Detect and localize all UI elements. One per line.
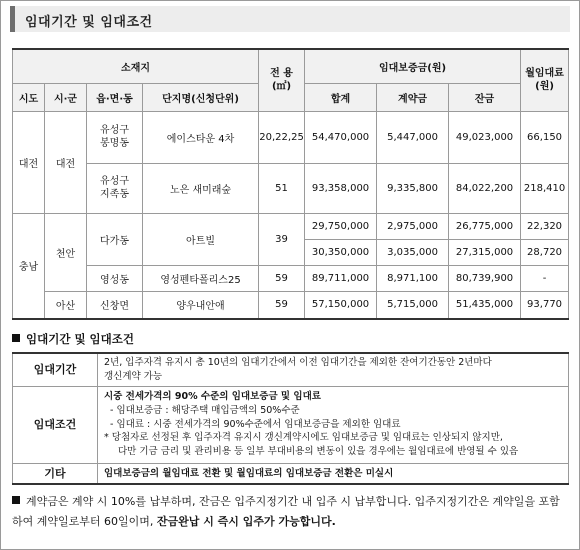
cell-contract: 3,035,000	[377, 239, 449, 265]
cell-total: 29,750,000	[305, 213, 377, 239]
header-monthly-label: 월임대료	[525, 67, 564, 79]
cell-sigun: 아산	[45, 291, 87, 319]
header-eup: 읍·면·동	[87, 83, 143, 111]
cell-area: 20,22,25	[259, 111, 305, 163]
table-row	[13, 291, 569, 319]
header-area	[259, 49, 305, 111]
table-row	[13, 163, 569, 213]
header-deposit: 임대보증금(원)	[305, 49, 521, 83]
cell-monthly: -	[521, 265, 569, 291]
cell-area: 59	[259, 291, 305, 319]
terms-row-period	[13, 353, 569, 386]
cell-balance: 84,022,200	[449, 163, 521, 213]
cell-monthly: 22,320	[521, 213, 569, 239]
cell-balance: 80,739,900	[449, 265, 521, 291]
period-label: 임대기간	[13, 353, 98, 386]
terms-row-etc	[13, 463, 569, 484]
cell-contract: 2,975,000	[377, 213, 449, 239]
period-text	[98, 353, 569, 386]
square-bullet-icon	[12, 334, 20, 342]
cell-contract: 5,715,000	[377, 291, 449, 319]
cell-area: 59	[259, 265, 305, 291]
conditions-line: * 당첨자로 선정된 후 입주자격 유지시 갱신계약시에도 임대보증금 및 임대료는 인상되지 않지만,	[104, 432, 503, 444]
conditions-line: - 임대료 : 시중 전세가격의 90%수준에서 임대보증금을 제외한 임대료	[110, 418, 401, 430]
table-row	[13, 265, 569, 291]
cell-contract: 8,971,100	[377, 265, 449, 291]
terms-heading	[12, 331, 134, 347]
cell-complex: 노은 새미래숲	[143, 163, 259, 213]
header-sigun: 시·군	[45, 83, 87, 111]
cell-balance: 27,315,000	[449, 239, 521, 265]
title-bar	[10, 6, 570, 32]
header-complex: 단지명(신청단위)	[143, 83, 259, 111]
terms-table	[12, 352, 569, 485]
period-text-line: 2년, 입주자격 유지시 총 10년의 임대기간에서 이전 임대기간을 제외한 잔여기간동안 2년마다	[104, 357, 492, 368]
header-area-unit: (㎡)	[271, 81, 292, 93]
table-row	[13, 111, 569, 163]
cell-sigun: 천안	[45, 213, 87, 291]
square-bullet-icon	[12, 496, 20, 504]
cell-balance: 51,435,000	[449, 291, 521, 319]
cell-sido: 충남	[13, 213, 45, 319]
cell-eup: 영성동	[87, 265, 143, 291]
cell-complex: 에이스타운 4차	[143, 111, 259, 163]
cell-eup: 유성구 봉명동	[87, 111, 143, 163]
cell-eup: 신창면	[87, 291, 143, 319]
header-total: 합계	[305, 83, 377, 111]
cell-eup: 다가동	[87, 213, 143, 265]
payment-note-text: 계약금은 계약 시 10%를 납부하며, 잔금은 입주지정기간 내 입주 시 납부합니다. 입주지정기간은 계약일을 포함하여 계약일로부터 60일이며,	[12, 495, 560, 529]
rental-table	[12, 48, 569, 320]
cell-total: 93,358,000	[305, 163, 377, 213]
header-area-label: 전 용	[270, 67, 293, 79]
terms-heading-text: 임대기간 및 임대조건	[26, 332, 134, 346]
etc-text: 임대보증금의 월임대료 전환 및 월임대료의 임대보증금 전환은 미실시	[98, 463, 569, 484]
header-monthly	[521, 49, 569, 111]
cell-monthly: 66,150	[521, 111, 569, 163]
payment-note	[12, 492, 570, 533]
conditions-line: - 임대보증금 : 해당주택 매입금액의 50%수준	[110, 404, 300, 416]
header-contract: 계약금	[377, 83, 449, 111]
conditions-label: 임대조건	[13, 386, 98, 463]
cell-contract: 5,447,000	[377, 111, 449, 163]
header-monthly-unit: (원)	[535, 81, 554, 93]
header-location: 소재지	[13, 49, 259, 83]
cell-complex: 양우내안애	[143, 291, 259, 319]
page-title: 임대기간 및 임대조건	[25, 15, 153, 30]
cell-area: 51	[259, 163, 305, 213]
terms-row-conditions	[13, 386, 569, 463]
cell-total: 57,150,000	[305, 291, 377, 319]
cell-eup: 유성구 지족동	[87, 163, 143, 213]
cell-monthly: 218,410	[521, 163, 569, 213]
cell-sigun: 대전	[45, 111, 87, 213]
table-row	[13, 213, 569, 239]
header-sido: 시도	[13, 83, 45, 111]
conditions-line: 다만 기금 금리 및 관리비용 등 일부 부대비용의 변동이 있을 경우에는 월임대료에 반영될 수 있음	[118, 446, 519, 458]
cell-area: 39	[259, 213, 305, 265]
cell-total: 54,470,000	[305, 111, 377, 163]
cell-sido: 대전	[13, 111, 45, 213]
cell-complex: 영성펜타폴리스25	[143, 265, 259, 291]
payment-note-emphasis: 잔금완납 시 즉시 입주가 가능합니다.	[156, 515, 336, 529]
conditions-line: 시중 전세가격의 90% 수준의 임대보증금 및 임대료	[104, 391, 321, 403]
conditions-text	[98, 386, 569, 463]
cell-total: 89,711,000	[305, 265, 377, 291]
cell-monthly: 93,770	[521, 291, 569, 319]
cell-monthly: 28,720	[521, 239, 569, 265]
cell-balance: 26,775,000	[449, 213, 521, 239]
cell-total: 30,350,000	[305, 239, 377, 265]
period-text-line: 갱신계약 가능	[104, 370, 163, 382]
cell-balance: 49,023,000	[449, 111, 521, 163]
etc-label: 기타	[13, 463, 98, 484]
cell-complex: 아트빌	[143, 213, 259, 265]
header-balance: 잔금	[449, 83, 521, 111]
cell-contract: 9,335,800	[377, 163, 449, 213]
